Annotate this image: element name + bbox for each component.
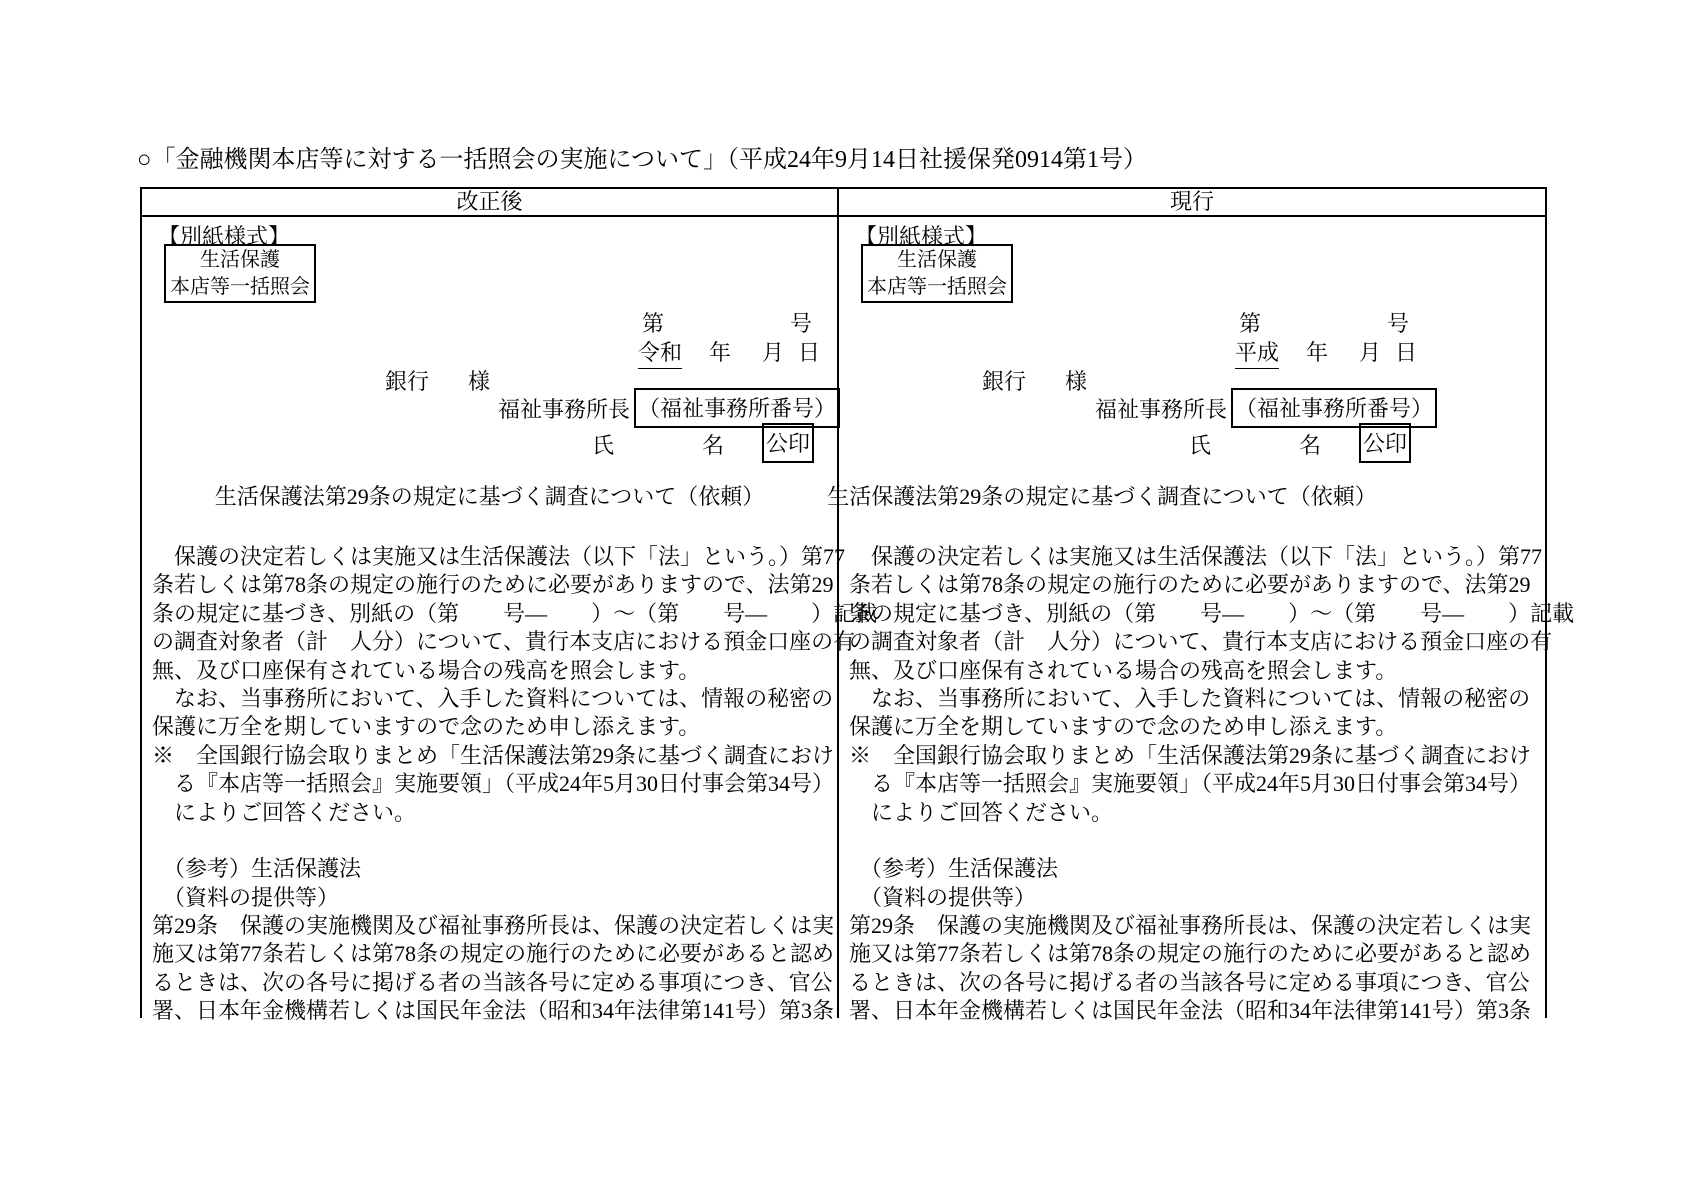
body-text [849, 543, 1575, 1026]
doc-number-suffix: 号 [1387, 311, 1410, 336]
official-seal-box: 公印 [1359, 423, 1411, 463]
doc-number-suffix: 号 [790, 311, 813, 336]
subject-line: 生活保護法第29条の規定に基づく調査について（依頼） [214, 484, 765, 509]
sender-title: 福祉事務所長 [1095, 397, 1228, 422]
body-line: 署、日本年金機構若しくは国民年金法（昭和34年法律第141号）第3条 [849, 998, 1532, 1024]
body-line: 保護に万全を期していますので念のため申し添えます。 [152, 714, 701, 740]
header-revised: 改正後 [142, 189, 839, 215]
body-line: の調査対象者（計 人分）について、貴行本支店における預金口座の有 [849, 629, 1553, 655]
body-line: 施又は第77条若しくは第78条の規定の施行のために必要があると認め [849, 941, 1532, 967]
body-line: によりご回答ください。 [849, 799, 1114, 825]
body-line: 条の規定に基づき、別紙の（第 号― ）～（第 号― ）記載 [849, 600, 1575, 626]
last-name-label: 氏 [592, 433, 615, 458]
body-line: ※ 全国銀行協会取りまとめ「生活保護法第29条に基づく調査におけ [849, 742, 1532, 768]
stamp-line-2: 本店等一括照会 [867, 276, 1007, 298]
month-label: 月 [1359, 340, 1382, 365]
stamp-line-1: 生活保護 [897, 249, 977, 271]
body-line: なお、当事務所において、入手した資料については、情報の秘密の [849, 685, 1531, 711]
last-name-label: 氏 [1189, 433, 1212, 458]
body-line: るときは、次の各号に掲げる者の当該各号に定める事項につき、官公 [152, 969, 833, 995]
body-line: （資料の提供等） [152, 884, 340, 910]
honorific-label: 様 [1065, 369, 1088, 394]
doc-number-prefix: 第 [642, 311, 665, 336]
attachment-format-label: 【別紙様式】 [855, 224, 988, 249]
body-line: 第29条 保護の実施機関及び福祉事務所長は、保護の決定若しくは実 [849, 913, 1532, 939]
column-revised [142, 217, 878, 1024]
day-label: 日 [1395, 340, 1418, 365]
body-line: 条の規定に基づき、別紙の（第 号― ）～（第 号― ）記載 [152, 600, 878, 626]
office-number-box: （福祉事務所番号） [1231, 388, 1437, 428]
body-line: る『本店等一括照会』実施要領」（平成24年5月30日付事会第34号） [849, 771, 1532, 797]
bank-addressee: 銀行 [385, 369, 430, 394]
body-line: （参考）生活保護法 [849, 856, 1059, 882]
year-label: 年 [1306, 340, 1329, 365]
body-line: 保護に万全を期していますので念のため申し添えます。 [849, 714, 1398, 740]
bank-addressee: 銀行 [982, 369, 1027, 394]
body-line: によりご回答ください。 [152, 799, 417, 825]
comparison-table [140, 187, 1575, 1024]
body-line: 条若しくは第78条の規定の施行のために必要がありますので、法第29 [152, 572, 834, 598]
body-line: 施又は第77条若しくは第78条の規定の施行のために必要があると認め [152, 941, 835, 967]
body-line: （資料の提供等） [849, 884, 1037, 910]
first-name-label: 名 [702, 433, 725, 458]
column-current [827, 217, 1575, 1024]
first-name-label: 名 [1299, 433, 1322, 458]
body-line: なお、当事務所において、入手した資料については、情報の秘密の [152, 685, 834, 711]
body-line: 署、日本年金機構若しくは国民年金法（昭和34年法律第141号）第3条 [152, 998, 835, 1024]
era-label: 平成 [1235, 336, 1279, 369]
attachment-format-label: 【別紙様式】 [158, 224, 291, 249]
body-line: る『本店等一括照会』実施要領」（平成24年5月30日付事会第34号） [152, 771, 835, 797]
body-line: （参考）生活保護法 [152, 856, 362, 882]
body-line: 条若しくは第78条の規定の施行のために必要がありますので、法第29 [849, 572, 1531, 598]
body-line: るときは、次の各号に掲げる者の当該各号に定める事項につき、官公 [849, 969, 1530, 995]
month-label: 月 [762, 340, 785, 365]
subject-line: 生活保護法第29条の規定に基づく調査について（依頼） [827, 484, 1377, 509]
table-header-row [140, 187, 1547, 217]
table-body-row [140, 217, 1575, 1024]
body-text [152, 543, 878, 1026]
body-line: 保護の決定若しくは実施又は生活保護法（以下「法」という。）第77 [152, 544, 846, 569]
body-line [152, 827, 831, 855]
body-line: 無、及び口座保有されている場合の残高を照会します。 [849, 657, 1398, 683]
official-seal-box: 公印 [762, 423, 814, 463]
body-line: の調査対象者（計 人分）について、貴行本支店における預金口座の有 [152, 629, 856, 655]
page-title: ○「金融機関本店等に対する一括照会の実施について」（平成24年9月14日社援保発0914第1号） [137, 147, 1148, 173]
body-line: 無、及び口座保有されている場合の残高を照会します。 [152, 657, 701, 683]
body-line: 第29条 保護の実施機関及び福祉事務所長は、保護の決定若しくは実 [152, 913, 835, 939]
doc-number-prefix: 第 [1239, 311, 1262, 336]
era-label: 令和 [638, 336, 682, 369]
stamp-line-1: 生活保護 [200, 249, 280, 271]
sender-title: 福祉事務所長 [498, 397, 631, 422]
body-line [849, 827, 1539, 855]
day-label: 日 [798, 340, 821, 365]
office-number-box: （福祉事務所番号） [634, 388, 840, 428]
header-current: 現行 [1169, 189, 1214, 214]
body-line: 保護の決定若しくは実施又は生活保護法（以下「法」という。）第77 [849, 544, 1543, 569]
honorific-label: 様 [468, 369, 491, 394]
year-label: 年 [709, 340, 732, 365]
stamp-line-2: 本店等一括照会 [170, 276, 310, 298]
body-line: ※ 全国銀行協会取りまとめ「生活保護法第29条に基づく調査におけ [152, 742, 835, 768]
